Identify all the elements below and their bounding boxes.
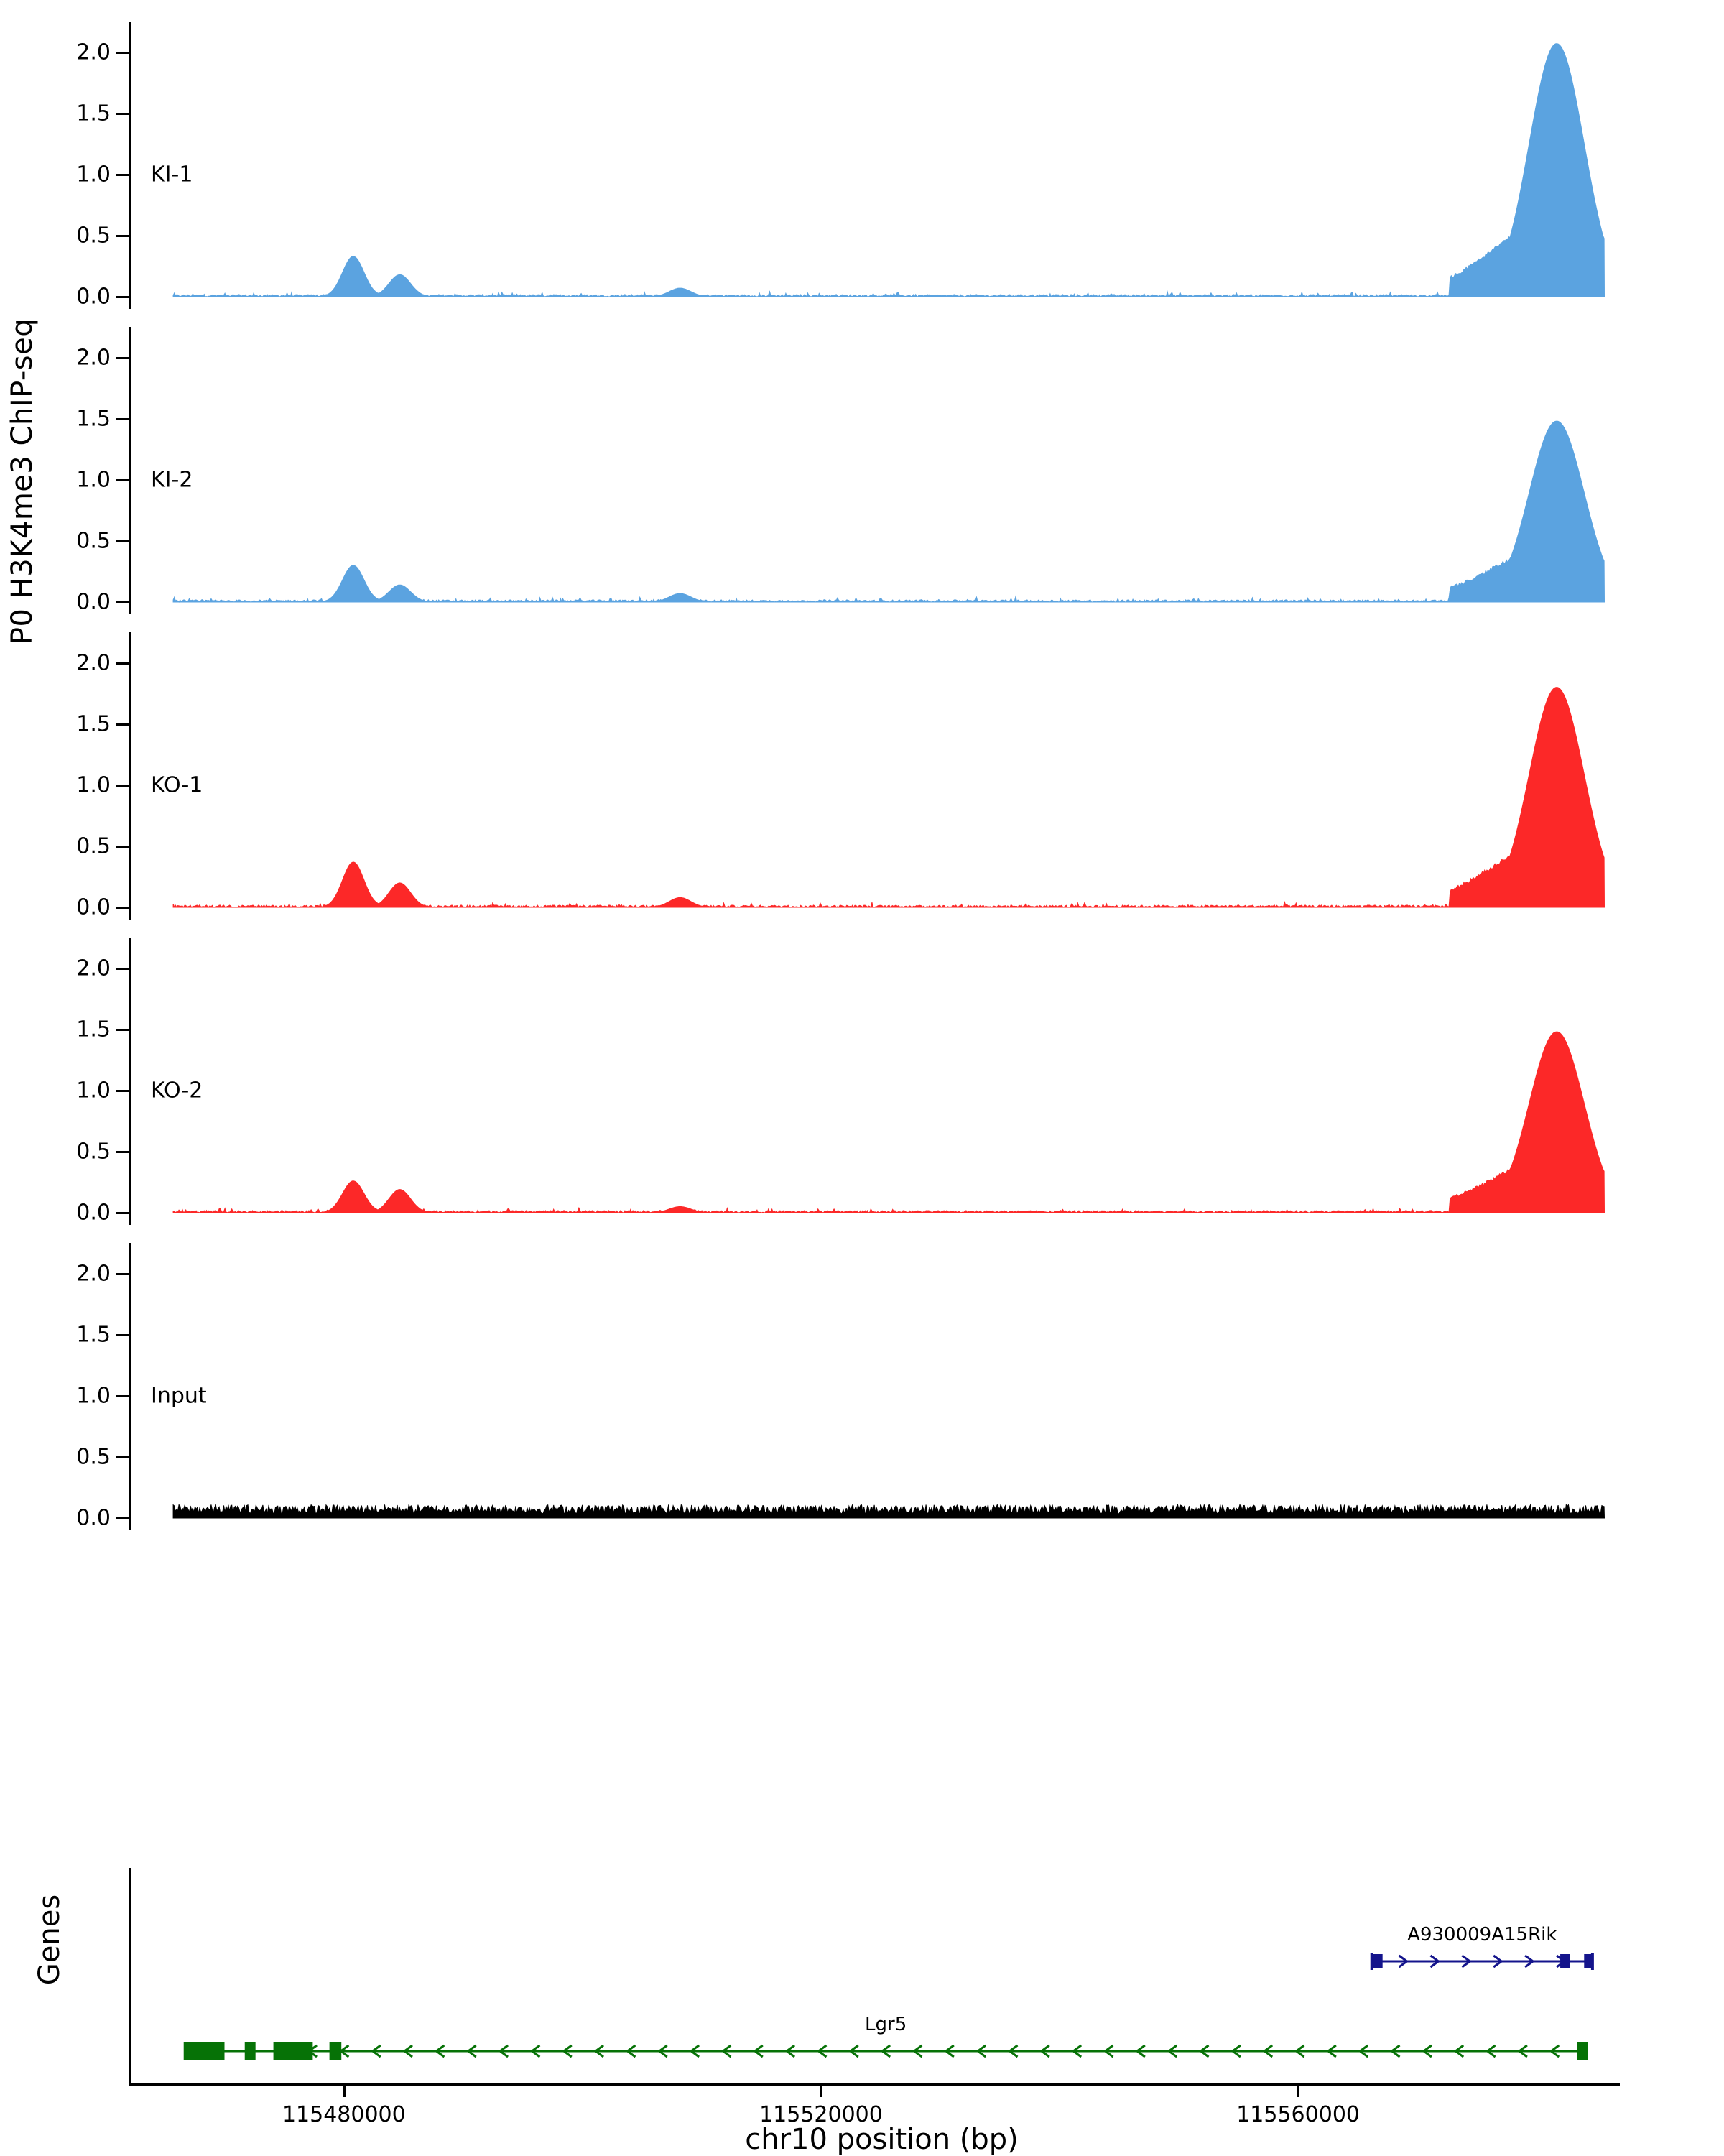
y-tick-label: 1.0	[76, 467, 111, 493]
x-tick-label: 115480000	[282, 2102, 406, 2127]
y-tick	[116, 662, 129, 665]
track-plot-area	[131, 1243, 1634, 1530]
y-tick	[116, 1273, 129, 1275]
y-tick-label: 0.5	[76, 1444, 111, 1470]
y-tick-label: 1.0	[76, 1078, 111, 1104]
y-tick-label: 1.0	[76, 162, 111, 188]
y-tick	[116, 1212, 129, 1214]
y-tick-label: 1.5	[76, 406, 111, 432]
y-tick-label: 0.0	[76, 1505, 111, 1531]
y-tick	[116, 418, 129, 420]
x-tick-label: 115520000	[759, 2102, 883, 2127]
x-tick-label: 115560000	[1236, 2102, 1361, 2127]
y-tick-label: 2.0	[76, 650, 111, 676]
track-label-ki-2: KI-2	[151, 467, 193, 493]
track-plot-area	[131, 327, 1634, 614]
y-tick-label: 0.0	[76, 1200, 111, 1226]
y-tick	[116, 907, 129, 909]
track-ki-2	[76, 327, 1634, 615]
track-label-ko-2: KO-2	[151, 1078, 203, 1104]
x-tick	[1297, 2086, 1299, 2097]
track-ko-1	[76, 632, 1634, 920]
y-tick-label: 2.0	[76, 40, 111, 65]
track-label-ki-1: KI-1	[151, 162, 193, 188]
y-tick	[116, 1517, 129, 1519]
genes-panel-label: Genes	[33, 1894, 66, 1986]
y-tick-label: 1.0	[76, 1383, 111, 1409]
y-axis-label: P0 H3K4me3 ChIP-seq	[6, 318, 39, 645]
y-tick	[116, 1029, 129, 1031]
x-tick	[820, 2086, 822, 2097]
track-label-ko-1: KO-1	[151, 772, 203, 798]
track-ki-1	[76, 22, 1634, 310]
y-tick-label: 2.0	[76, 345, 111, 371]
y-tick	[116, 1090, 129, 1092]
y-tick	[116, 1456, 129, 1458]
track-plot-area	[131, 938, 1634, 1225]
y-tick	[116, 846, 129, 848]
y-tick-label: 0.5	[76, 528, 111, 554]
y-tick	[116, 540, 129, 542]
y-tick	[116, 296, 129, 298]
y-tick	[116, 479, 129, 481]
track-plot-area	[131, 632, 1634, 920]
y-tick-label: 1.0	[76, 772, 111, 798]
gene-label-a930009a15rik: A930009A15Rik	[1407, 1924, 1557, 1946]
y-tick-label: 1.5	[76, 1322, 111, 1348]
y-tick	[116, 52, 129, 54]
y-tick	[116, 113, 129, 115]
y-tick	[116, 357, 129, 359]
y-tick-label: 0.0	[76, 894, 111, 920]
y-tick-label: 0.5	[76, 223, 111, 249]
track-plot-area	[131, 22, 1634, 309]
y-tick	[116, 1395, 129, 1397]
y-tick-label: 0.0	[76, 284, 111, 310]
y-tick-label: 2.0	[76, 956, 111, 981]
y-tick-label: 2.0	[76, 1261, 111, 1287]
y-tick	[116, 601, 129, 603]
track-input	[76, 1243, 1634, 1531]
y-tick	[116, 785, 129, 787]
y-tick	[116, 723, 129, 726]
y-tick-label: 0.5	[76, 833, 111, 859]
track-label-input: Input	[151, 1383, 207, 1409]
track-ko-2	[76, 938, 1634, 1226]
y-tick-label: 0.0	[76, 589, 111, 615]
y-tick	[116, 1151, 129, 1153]
y-tick-label: 1.5	[76, 1017, 111, 1042]
y-tick	[116, 174, 129, 176]
y-tick	[116, 968, 129, 970]
genes-panel	[129, 1868, 1634, 2083]
x-axis-label: chr10 position (bp)	[745, 2123, 1019, 2156]
x-axis-line	[129, 2083, 1620, 2086]
y-tick	[116, 1334, 129, 1336]
y-tick	[116, 235, 129, 237]
x-tick	[343, 2086, 346, 2097]
y-tick-label: 0.5	[76, 1139, 111, 1165]
y-tick-label: 1.5	[76, 101, 111, 126]
gene-label-lgr5: Lgr5	[865, 2014, 907, 2035]
y-tick-label: 1.5	[76, 711, 111, 737]
